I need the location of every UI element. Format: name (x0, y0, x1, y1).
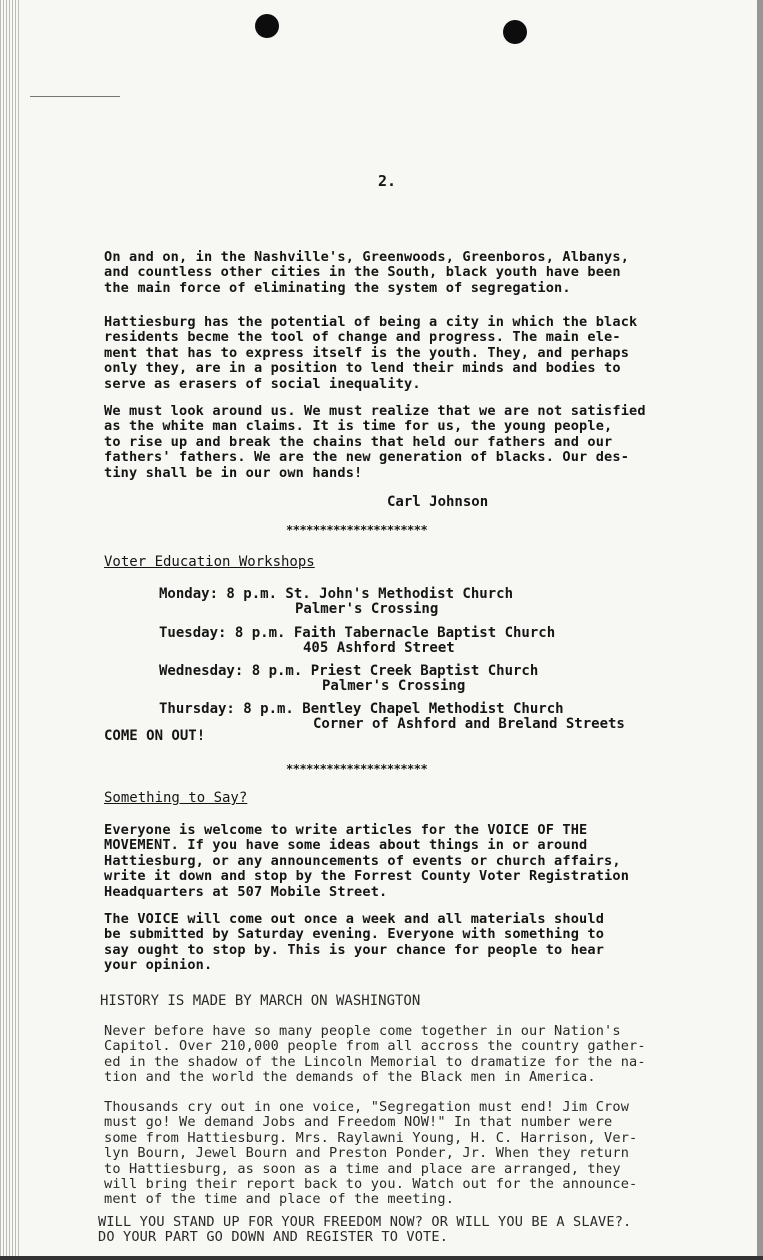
workshop-monday: Monday: 8 p.m. St. John's Methodist Church (159, 586, 514, 602)
something-to-say-heading: Something to Say? (104, 790, 248, 806)
page-number: 2. (378, 172, 397, 190)
workshop-monday-location: Palmer's Crossing (295, 601, 439, 617)
paragraph-look-around: We must look around us. We must realize that we are not satisfied as the white man claims. It is time for us, the young people, to rise up and break the chains that held our fathers and our fathers' fathers. We are the new generation of blacks. Our des- tiny shall be in our own hands! (104, 403, 646, 481)
workshop-tuesday-location: 405 Ashford Street (303, 640, 455, 656)
punch-hole-left (255, 14, 279, 38)
signature: Carl Johnson (387, 494, 489, 510)
paragraph-thousands-cry: Thousands cry out in one voice, "Segregation must end! Jim Crow must go! We demand Jobs and Freedom NOW!" In that number were some from Hattiesburg. Mrs. Raylawni Young, H. C. Harrison, Ver- lyn Bourn, Jewel Bourn and Preston Ponder, Jr. When they return to Hattiesburg, as soon as a time and place are arranged, they will bring their report back to you. Watch out for the announce- ment of the time and place of the meeting. (104, 1099, 638, 1208)
stray-mark (30, 96, 120, 97)
come-on-out: COME ON OUT! (104, 728, 206, 744)
workshops-heading: Voter Education Workshops (104, 554, 315, 570)
paragraph-voice-weekly: The VOICE will come out once a week and all materials should be submitted by Saturday evening. Everyone with something to say ought to stop by. This is your chance for people to hear your opinion. (104, 911, 605, 974)
workshop-thursday-location: Corner of Ashford and Breland Streets (313, 716, 625, 732)
workshop-tuesday: Tuesday: 8 p.m. Faith Tabernacle Baptist Church (159, 625, 556, 641)
separator-1: ********************* (286, 523, 428, 537)
bottom-scan-edge (0, 1256, 763, 1260)
workshop-wednesday: Wednesday: 8 p.m. Priest Creek Baptist Church (159, 663, 539, 679)
paragraph-never-before: Never before have so many people come together in our Nation's Capitol. Over 210,000 people from all accross the country gather- ed in the shadow of the Lincoln Memorial to dramatize for the na- tion and the world the demands of the Black men in America. (104, 1023, 646, 1086)
workshop-wednesday-location: Palmer's Crossing (322, 678, 466, 694)
workshop-thursday: Thursday: 8 p.m. Bentley Chapel Methodist Church (159, 701, 564, 717)
paragraph-youth-force: On and on, in the Nashville's, Greenwoods, Greenboros, Albanys, and countless other cities in the South, black youth have been the main force of eliminating the system of segregation. (104, 249, 630, 296)
punch-hole-right (503, 20, 527, 44)
left-scan-edge (0, 0, 20, 1260)
right-scan-edge (757, 0, 763, 1260)
separator-2: ********************* (286, 762, 428, 776)
closing-call: WILL YOU STAND UP FOR YOUR FREEDOM NOW? OR WILL YOU BE A SLAVE?. DO YOUR PART GO DOWN AND REGISTER TO VOTE. (98, 1214, 632, 1246)
history-heading: HISTORY IS MADE BY MARCH ON WASHINGTON (100, 993, 421, 1009)
paragraph-write-articles: Everyone is welcome to write articles for the VOICE OF THE MOVEMENT. If you have some ideas about things in or around Hattiesburg, or any announcements of events or church affairs, write it down and stop by the Forrest County Voter Registration Headquarters at 507 Mobile Street. (104, 822, 630, 900)
paragraph-hattiesburg-potential: Hattiesburg has the potential of being a city in which the black residents becme the tool of change and progress. The main ele- ment that has to express itself is the youth. They, and perhaps only they, are in a position to lend their minds and bodies to serve as erasers of social inequality. (104, 314, 638, 392)
